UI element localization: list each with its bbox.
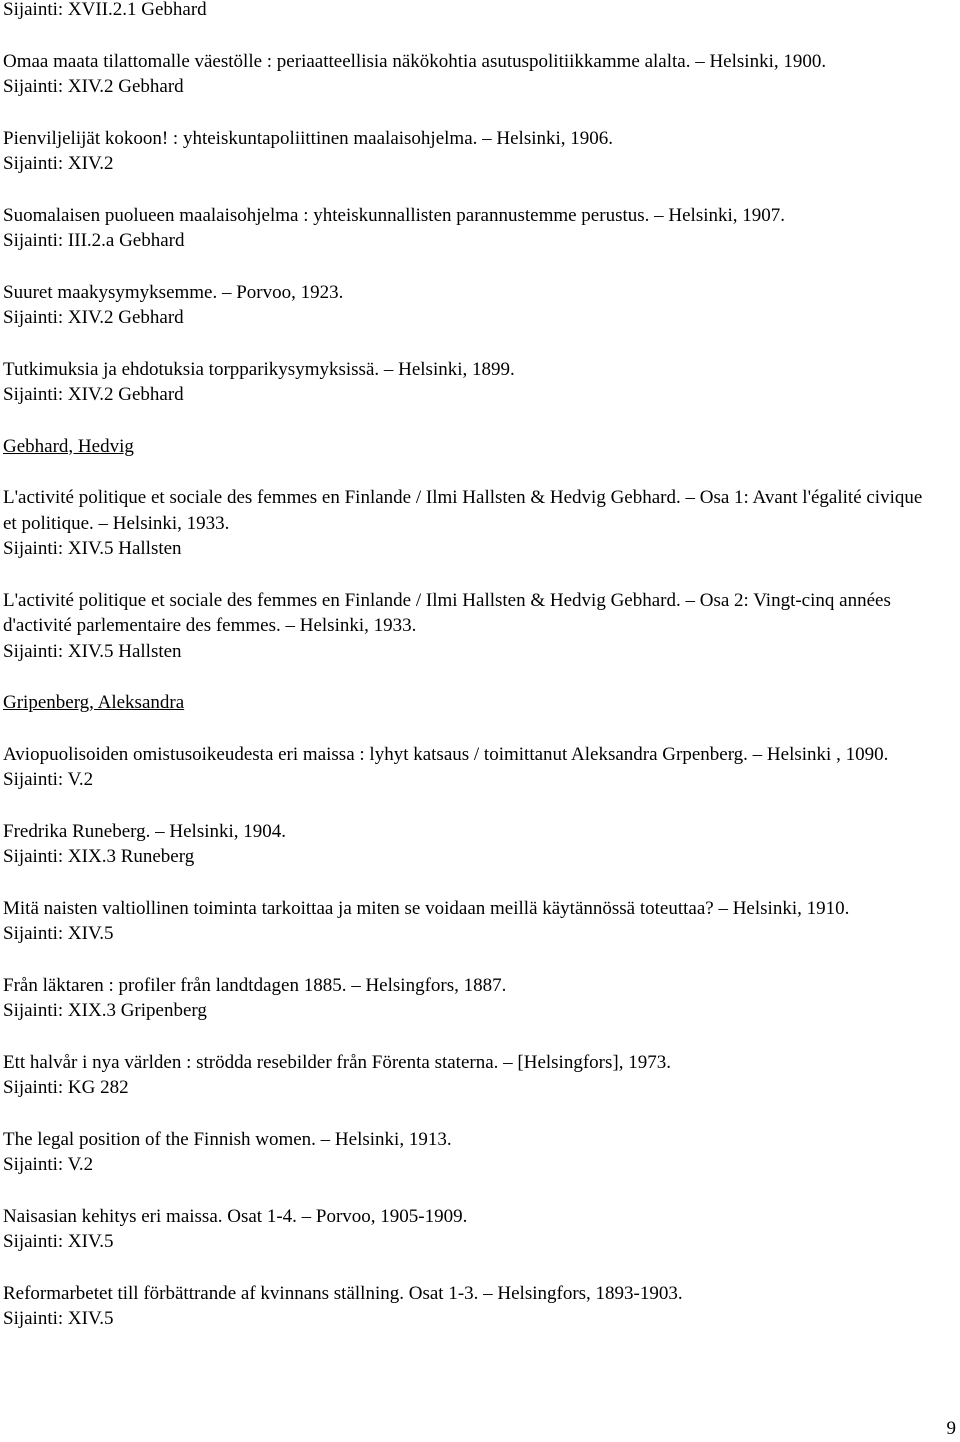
entry-location: Sijainti: V.2 [3,1154,94,1175]
entry-location: Sijainti: XIX.3 Gripenberg [3,1000,207,1021]
entry-location: Sijainti: III.2.a Gebhard [3,230,185,251]
entry-location: Sijainti: XIV.5 Hallsten [3,538,182,559]
entry-title: Ett halvår i nya världen : strödda resebilder från Förenta staterna. – [Helsingfors], 1973. [3,1051,671,1073]
bibliography-entry [3,357,939,408]
bibliography-entry [3,49,939,100]
entry-location: Sijainti: XIX.3 Runeberg [3,846,195,867]
entry-location: Sijainti: KG 282 [3,1077,129,1098]
entry-location: Sijainti: XIV.2 Gebhard [3,307,184,328]
bibliography-entry [3,1127,939,1178]
entry-title: Från läktaren : profiler från landtdagen 1885. – Helsingfors, 1887. [3,974,507,996]
entry-location: Sijainti: XIV.2 Gebhard [3,76,184,97]
page-number: 9 [946,1418,956,1439]
bibliography-entry [3,280,939,331]
bibliography-entry [3,896,939,947]
entry-title: Fredrika Runeberg. – Helsinki, 1904. [3,820,287,842]
entry-title: Suuret maakysymyksemme. – Porvoo, 1923. [3,281,344,303]
bibliography-list [3,0,939,1358]
entry-location: Sijainti: XIV.5 [3,1308,114,1329]
entry-title: L'activité politique et sociale des femmes en Finlande / Ilmi Hallsten & Hedvig Gebhard. – Osa 2: Vingt-cinq années d'activité parlementaire des femmes. – Helsinki, 1933. [3,589,891,636]
entry-location: Sijainti: V.2 [3,769,94,790]
entry-location: Sijainti: XIV.2 [3,153,114,174]
entry-location: Sijainti: XIV.5 Hallsten [3,640,182,662]
entry-title: Omaa maata tilattomalle väestölle : periaatteellisia näkökohtia asutuspolitiikkamme alalta. – Helsinki, 1900. [3,50,827,72]
bibliography-entry [3,973,939,1024]
entry-title: Naisasian kehitys eri maissa. Osat 1-4. – Porvoo, 1905-1909. [3,1205,468,1227]
entry-title: The legal position of the Finnish women. – Helsinki, 1913. [3,1128,452,1150]
bibliography-entry [3,1281,939,1332]
bibliography-entry [3,588,939,665]
entry-title: Suomalaisen puolueen maalaisohjelma : yhteiskunnallisten parannustemme perustus. – Helsinki, 1907. [3,204,786,226]
bibliography-entry [3,126,939,177]
author-heading[interactable]: Gebhard, Hedvig [3,435,134,457]
entry-title: Reformarbetet till förbättrande af kvinnans ställning. Osat 1-3. – Helsingfors, 1893-1903. [3,1282,683,1304]
author-heading[interactable]: Gripenberg, Aleksandra [3,692,185,713]
bibliography-entry [3,819,939,870]
bibliography-entry [3,485,939,562]
entry-title: Pienviljelijät kokoon! : yhteiskuntapoliittinen maalaisohjelma. – Helsinki, 1906. [3,127,614,149]
bibliography-entry [3,203,939,254]
entry-location: Sijainti: XIV.2 Gebhard [3,384,184,405]
entry-title: Aviopuolisoiden omistusoikeudesta eri maissa : lyhyt katsaus / toimittanut Aleksandra Grpenberg. – Helsinki , 1090. [3,743,889,765]
location-line [3,0,939,23]
entry-title: Tutkimuksia ja ehdotuksia torpparikysymyksissä. – Helsinki, 1899. [3,358,515,380]
entry-location: Sijainti: XIV.5 [3,923,114,944]
bibliography-entry [3,1050,939,1101]
entry-location: Sijainti: XIV.5 [3,1231,114,1252]
bibliography-entry [3,742,939,793]
entry-title: L'activité politique et sociale des femmes en Finlande / Ilmi Hallsten & Hedvig Gebhard. – Osa 1: Avant l'égalité civique et politique. – Helsinki, 1933. [3,487,923,534]
entry-title: Mitä naisten valtiollinen toiminta tarkoittaa ja miten se voidaan meillä käytännössä toteuttaa? – Helsinki, 1910. [3,897,850,919]
bibliography-entry [3,1204,939,1255]
entry-location: Sijainti: XVII.2.1 Gebhard [3,0,207,20]
